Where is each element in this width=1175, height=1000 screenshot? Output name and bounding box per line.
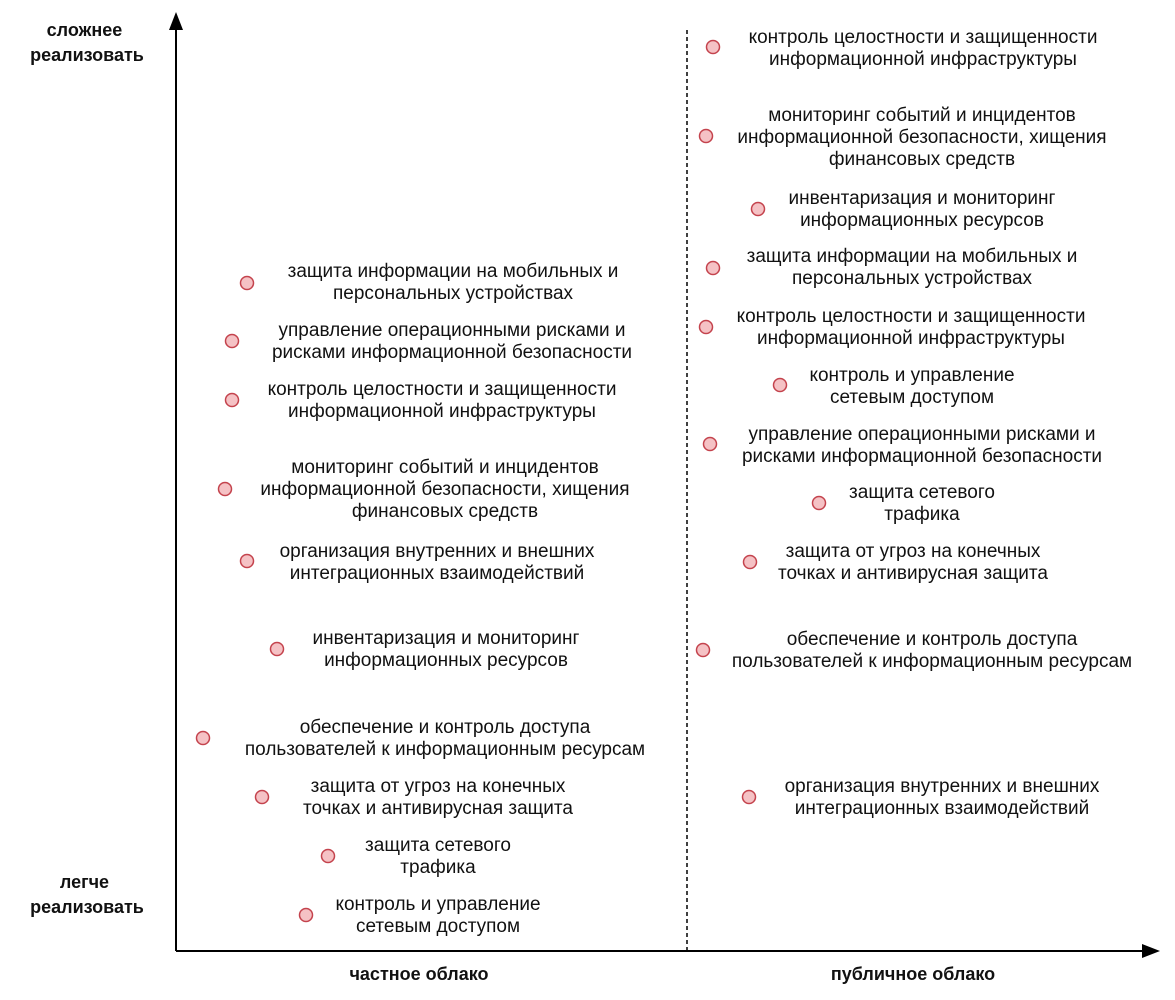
diagram-item [774, 365, 1015, 408]
item-marker-dot [707, 41, 720, 54]
item-marker-dot [300, 909, 313, 922]
item-label-line: защита информации на мобильных и [287, 261, 619, 282]
item-label [778, 541, 1048, 584]
x-axis-label-public-cloud: публичное облако [830, 964, 996, 984]
item-label-line: информационных ресурсов [324, 650, 568, 671]
item-marker-dot [744, 556, 757, 569]
item-label-line: финансовых средств [351, 501, 539, 522]
y-axis-top-label [30, 20, 144, 65]
item-label-line: точках и антивирусная защита [303, 798, 573, 819]
item-label-line: рисками информационной безопасности [271, 342, 633, 363]
item-label [260, 457, 629, 522]
item-label-line: защита информации на мобильных и [746, 246, 1078, 267]
item-label-line: контроль целостности и защищенности [267, 379, 617, 400]
diagram-item [743, 776, 1100, 819]
item-marker-dot [226, 335, 239, 348]
item-label-line: интеграционных взаимодействий [289, 563, 585, 584]
item-marker-dot [707, 262, 720, 275]
item-label-line: управление операционными рисками и [278, 320, 626, 341]
diagram-item [241, 261, 619, 304]
item-label-line: информационной безопасности, хищения [260, 479, 630, 500]
y-axis-top-label-line: сложнее [46, 20, 123, 40]
y-axis-top-label-line: реализовать [30, 45, 144, 65]
diagram-item [256, 776, 574, 819]
item-label-line: защита сетевого [365, 835, 511, 856]
diagram-item [226, 320, 633, 363]
diagram-item [707, 246, 1078, 289]
item-marker-dot [271, 643, 284, 656]
item-label [809, 365, 1014, 408]
item-label-line: инвентаризация и мониторинг [788, 188, 1056, 209]
item-marker-dot [700, 130, 713, 143]
item-label [849, 482, 995, 525]
x-axis-arrow-icon [1142, 944, 1160, 958]
item-label [288, 261, 619, 304]
item-label-line: инвентаризация и мониторинг [312, 628, 580, 649]
y-axis-arrow-icon [169, 12, 183, 30]
item-label [303, 776, 573, 819]
item-label-line: информационной инфраструктуры [288, 401, 596, 422]
item-label-line: контроль и управление [809, 365, 1015, 386]
item-label-line: организация внутренних и внешних [784, 776, 1100, 797]
item-label-line: пользователей к информационным ресурсам [244, 739, 646, 760]
item-label-line: мониторинг событий и инцидентов [768, 105, 1076, 126]
item-label [245, 717, 645, 760]
item-label-line: защита сетевого [849, 482, 995, 503]
diagram-item [241, 541, 595, 584]
item-label-line: точках и антивирусная защита [778, 563, 1048, 584]
diagram-item [700, 306, 1086, 349]
item-label-line: информационной безопасности, хищения [737, 127, 1107, 148]
item-label-line: персональных устройствах [332, 283, 574, 304]
item-marker-dot [197, 732, 210, 745]
diagram-item [704, 424, 1103, 467]
item-marker-dot [241, 277, 254, 290]
item-label [365, 835, 511, 878]
item-label-line: информационной инфраструктуры [757, 328, 1065, 349]
item-label-line: обеспечение и контроль доступа [786, 629, 1078, 650]
item-label-line: трафика [884, 504, 960, 525]
item-marker-dot [241, 555, 254, 568]
item-label-line: сетевым доступом [355, 916, 521, 937]
item-marker-dot [226, 394, 239, 407]
items-layer [197, 27, 1133, 937]
item-label-line: защита от угроз на конечных [785, 541, 1041, 562]
item-marker-dot [256, 791, 269, 804]
item-marker-dot [752, 203, 765, 216]
y-axis-bottom-label-line: легче [59, 872, 110, 892]
y-axis-bottom-label [30, 872, 144, 917]
item-label-line: рисками информационной безопасности [741, 446, 1103, 467]
item-marker-dot [743, 791, 756, 804]
diagram-item [271, 628, 580, 671]
item-label-line: информационной инфраструктуры [769, 49, 1077, 70]
item-marker-dot [322, 850, 335, 863]
item-label [742, 424, 1102, 467]
item-label-line: обеспечение и контроль доступа [299, 717, 591, 738]
item-marker-dot [704, 438, 717, 451]
item-label-line: пользователей к информационным ресурсам [731, 651, 1133, 672]
item-marker-dot [774, 379, 787, 392]
diagram-item [300, 894, 541, 937]
y-axis-bottom-label-line: реализовать [30, 897, 144, 917]
diagram-item [697, 629, 1133, 672]
item-label [737, 105, 1106, 170]
x-axis-label-private-cloud: частное облако [349, 964, 489, 984]
item-label-line: управление операционными рисками и [748, 424, 1096, 445]
item-label-line: интеграционных взаимодействий [794, 798, 1090, 819]
item-label [335, 894, 540, 937]
item-label [749, 27, 1098, 70]
item-label-line: контроль целостности и защищенности [736, 306, 1086, 327]
item-label [313, 628, 580, 671]
diagram-item [700, 105, 1107, 170]
item-marker-dot [813, 497, 826, 510]
item-label [789, 188, 1056, 231]
item-label [732, 629, 1132, 672]
item-label [272, 320, 632, 363]
item-label-line: контроль целостности и защищенности [748, 27, 1098, 48]
item-label-line: трафика [400, 857, 476, 878]
item-label-line: персональных устройствах [791, 268, 1033, 289]
item-marker-dot [697, 644, 710, 657]
item-label [737, 306, 1086, 349]
diagram-item [744, 541, 1049, 584]
item-marker-dot [700, 321, 713, 334]
item-label-line: информационных ресурсов [800, 210, 1044, 231]
item-marker-dot [219, 483, 232, 496]
diagram-item [813, 482, 995, 525]
diagram-item [752, 188, 1056, 231]
item-label [268, 379, 617, 422]
item-label [785, 776, 1100, 819]
diagram-item [322, 835, 511, 878]
item-label-line: сетевым доступом [829, 387, 995, 408]
item-label [280, 541, 595, 584]
diagram-item [707, 27, 1098, 70]
diagram-item [226, 379, 617, 422]
diagram-item [219, 457, 630, 522]
diagram-item [197, 717, 646, 760]
item-label-line: мониторинг событий и инцидентов [291, 457, 599, 478]
item-label-line: защита от угроз на конечных [310, 776, 566, 797]
item-label-line: финансовых средств [828, 149, 1016, 170]
item-label [747, 246, 1078, 289]
item-label-line: контроль и управление [335, 894, 541, 915]
item-label-line: организация внутренних и внешних [279, 541, 595, 562]
